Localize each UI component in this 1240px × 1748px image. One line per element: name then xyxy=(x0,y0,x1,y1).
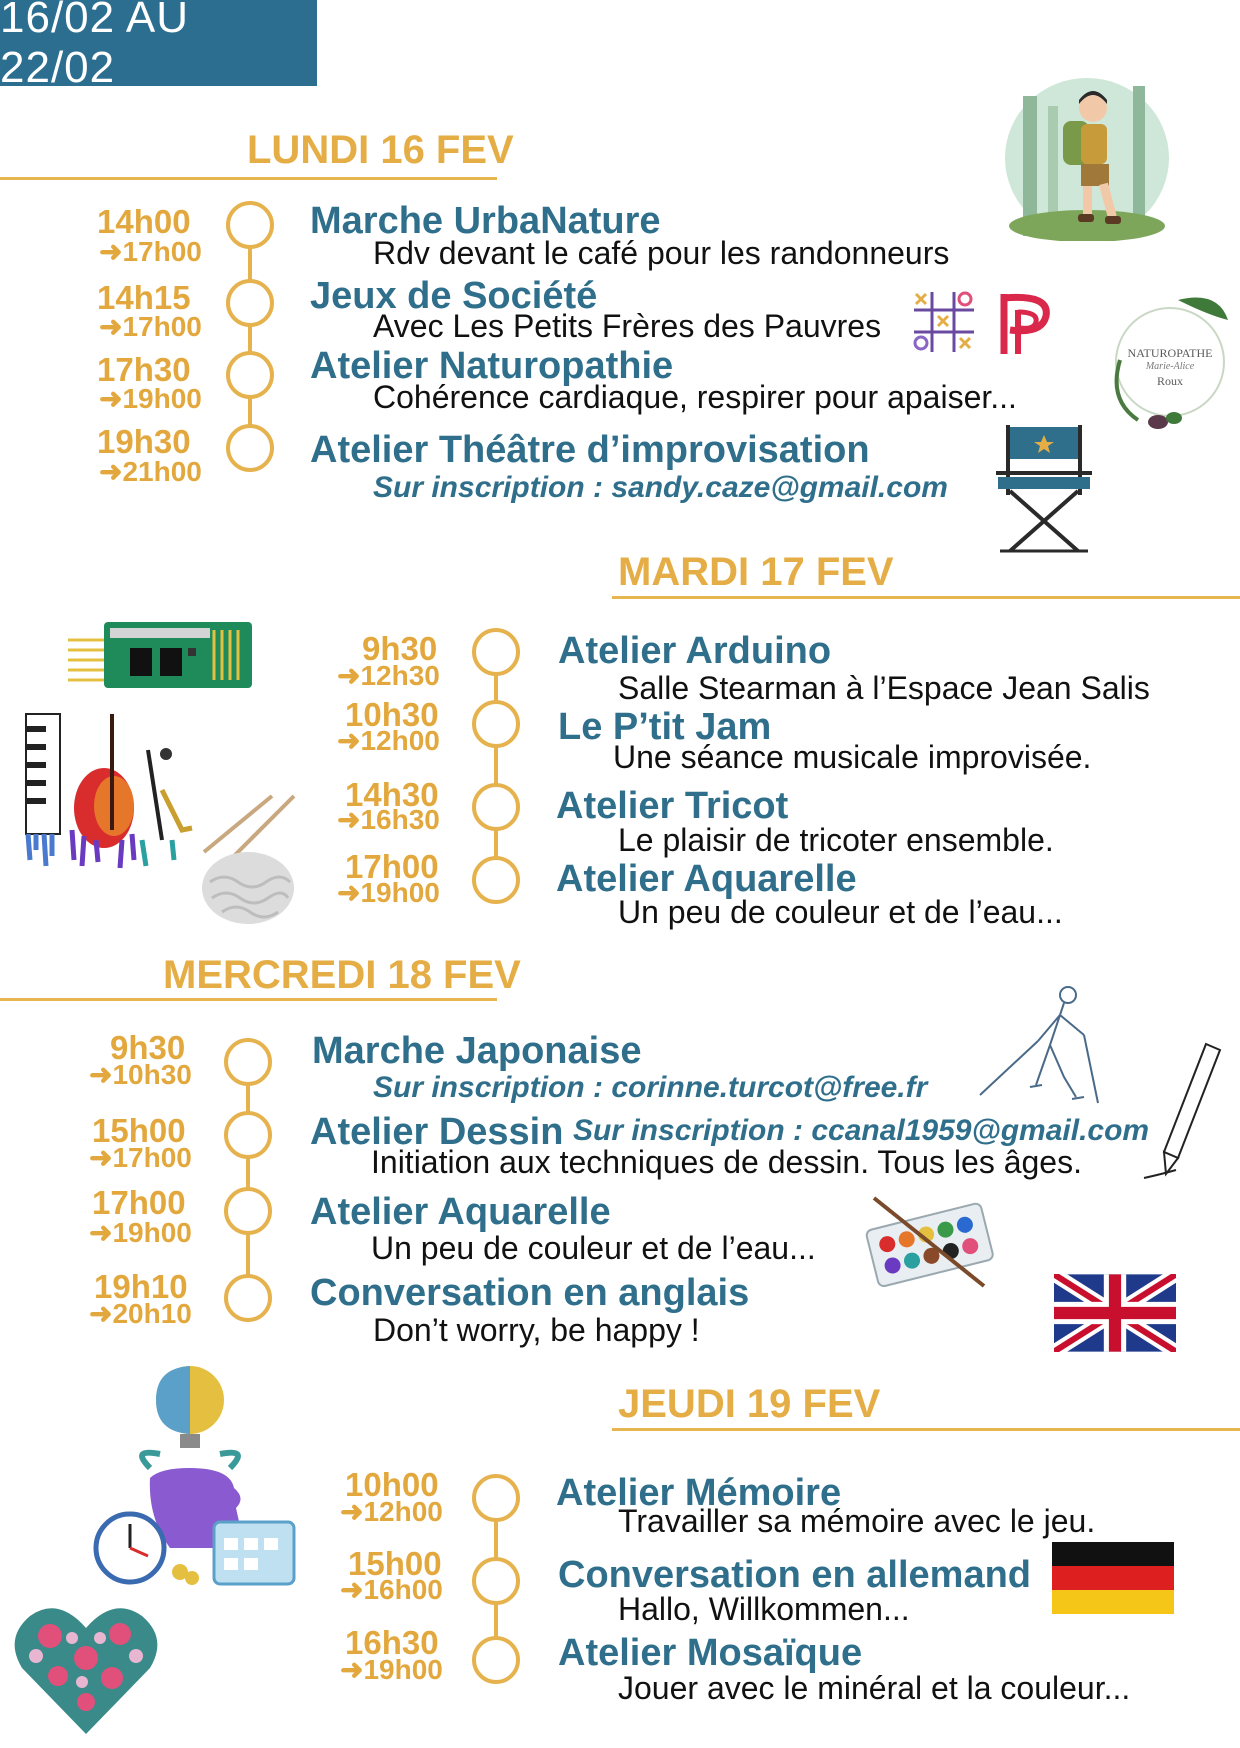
event-desc: Une séance musicale improvisée. xyxy=(613,739,1092,775)
naturopathe-logo xyxy=(1108,290,1232,440)
start-time: 14h00 xyxy=(97,203,191,240)
day-title-mercredi: MERCREDI 18 FEV xyxy=(163,953,521,997)
end-time: ➜10h30 xyxy=(89,1059,192,1090)
event-desc: Travailler sa mémoire avec le jeu. xyxy=(618,1503,1096,1539)
event-desc: Un peu de couleur et de l’eau... xyxy=(371,1230,816,1266)
timeline-dot xyxy=(472,628,520,676)
day-divider xyxy=(612,1428,1240,1431)
timeline-dot xyxy=(472,783,520,831)
end-time: ➜19h00 xyxy=(99,383,202,414)
event-title: Atelier Théâtre d’improvisation xyxy=(310,429,870,471)
event-desc: Don’t worry, be happy ! xyxy=(373,1312,700,1348)
week-label: 16/02 AU 22/02 xyxy=(0,0,190,92)
end-time: ➜17h00 xyxy=(99,311,202,342)
start-time: 16h30 xyxy=(345,1624,439,1661)
event-title: Conversation en anglais xyxy=(310,1272,750,1314)
mosaic-heart-icon xyxy=(12,1598,160,1738)
start-time: 9h30 xyxy=(110,1029,186,1066)
naturopathe-firstname: Marie-Alice xyxy=(1145,361,1195,372)
day-divider xyxy=(0,177,497,180)
petits-freres-logo xyxy=(996,290,1056,358)
start-time: 17h00 xyxy=(92,1184,186,1221)
naturopathe-name: NATUROPATHE xyxy=(1127,346,1213,360)
event-desc: Jouer avec le minéral et la couleur... xyxy=(618,1670,1131,1706)
end-time: ➜19h00 xyxy=(337,877,440,908)
event-title: Marche UrbaNature xyxy=(310,200,661,242)
day-divider xyxy=(0,998,497,1001)
timeline-dot xyxy=(226,351,274,399)
end-time: ➜19h00 xyxy=(340,1654,443,1685)
event-title: Jeux de Société xyxy=(310,275,598,317)
arduino-board-icon xyxy=(68,618,254,694)
germany-flag-icon xyxy=(1052,1542,1174,1614)
end-time: ➜12h00 xyxy=(340,1496,443,1527)
start-time: 9h30 xyxy=(362,630,438,667)
event-inscription: Sur inscription : ccanal1959@gmail.com xyxy=(573,1114,1150,1147)
start-time: 10h00 xyxy=(345,1466,439,1503)
knitting-icon xyxy=(194,792,304,928)
end-time: ➜16h30 xyxy=(337,804,440,835)
end-time: ➜12h30 xyxy=(337,660,440,691)
event-inscription: Sur inscription : corinne.turcot@free.fr xyxy=(373,1071,928,1104)
week-badge xyxy=(0,0,317,92)
start-time: 14h15 xyxy=(97,279,191,316)
timeline-line xyxy=(248,224,252,450)
event-title: Conversation en allemand xyxy=(558,1554,1032,1596)
timeline-dot xyxy=(472,856,520,904)
start-time: 17h00 xyxy=(345,848,439,885)
timeline-dot xyxy=(472,1636,520,1684)
brain-memory-icon xyxy=(70,1358,310,1598)
naturopathe-lastname: Roux xyxy=(1156,374,1183,388)
day-title-mardi: MARDI 17 FEV xyxy=(618,550,894,594)
timeline-dot xyxy=(226,424,274,472)
event-desc: Le plaisir de tricoter ensemble. xyxy=(618,822,1054,858)
start-time: 15h00 xyxy=(348,1545,442,1582)
event-title: Atelier Tricot xyxy=(556,785,789,827)
timeline-dot xyxy=(472,1557,520,1605)
end-time: ➜17h00 xyxy=(99,236,202,267)
timeline-dot xyxy=(226,201,274,249)
day-title-jeudi: JEUDI 19 FEV xyxy=(618,1382,881,1426)
timeline-dot xyxy=(224,1111,272,1159)
event-title: Marche Japonaise xyxy=(312,1030,642,1072)
event-title: Le P’tit Jam xyxy=(558,706,772,748)
uk-flag-icon xyxy=(1054,1274,1176,1352)
event-desc: Cohérence cardiaque, respirer pour apaiser... xyxy=(373,379,1017,415)
event-title: Atelier Aquarelle xyxy=(556,858,857,900)
timeline-line xyxy=(246,1062,250,1297)
end-time: ➜20h10 xyxy=(89,1298,192,1329)
day-divider xyxy=(612,596,1240,599)
start-time: 19h10 xyxy=(94,1268,188,1305)
timeline-dot xyxy=(224,1274,272,1322)
end-time: ➜12h00 xyxy=(337,725,440,756)
start-time: 19h30 xyxy=(97,423,191,460)
tictactoe-icon xyxy=(910,288,978,356)
start-time: 14h30 xyxy=(345,776,439,813)
start-time: 15h00 xyxy=(92,1112,186,1149)
event-title: Atelier Mosaïque xyxy=(558,1632,863,1674)
event-title: Atelier Arduino xyxy=(558,630,832,672)
timeline-dot xyxy=(224,1038,272,1086)
watercolor-palette-icon xyxy=(864,1194,994,1290)
hiker-icon xyxy=(1003,76,1171,241)
event-inscription: Sur inscription : sandy.caze@gmail.com xyxy=(373,471,948,504)
pencil-icon xyxy=(1142,1042,1228,1184)
event-desc: Initiation aux techniques de dessin. Tous les âges. xyxy=(371,1144,1082,1180)
event-desc: Rdv devant le café pour les randonneurs xyxy=(373,235,950,271)
event-desc: Avec Les Petits Frères des Pauvres xyxy=(373,308,882,344)
event-title: Atelier Aquarelle xyxy=(310,1191,611,1233)
timeline-line xyxy=(494,648,498,878)
timeline-dot xyxy=(472,1474,520,1522)
nordic-walker-icon xyxy=(976,985,1106,1107)
event-title: Atelier Mémoire xyxy=(556,1472,842,1514)
day-title-lundi: LUNDI 16 FEV xyxy=(247,128,514,172)
end-time: ➜19h00 xyxy=(89,1217,192,1248)
timeline-dot xyxy=(472,700,520,748)
event-title: Atelier Naturopathie xyxy=(310,345,674,387)
event-desc: Salle Stearman à l’Espace Jean Salis xyxy=(618,670,1150,706)
timeline-dot xyxy=(224,1187,272,1235)
music-instruments-icon xyxy=(22,710,204,870)
director-chair-icon xyxy=(994,425,1094,555)
start-time: 17h30 xyxy=(97,351,191,388)
event-desc: Hallo, Willkommen... xyxy=(618,1591,910,1627)
end-time: ➜21h00 xyxy=(99,456,202,487)
event-desc: Un peu de couleur et de l’eau... xyxy=(618,894,1063,930)
end-time: ➜16h00 xyxy=(340,1574,443,1605)
event-title: Atelier Dessin xyxy=(310,1111,564,1153)
start-time: 10h30 xyxy=(345,696,439,733)
timeline-dot xyxy=(226,279,274,327)
end-time: ➜17h00 xyxy=(89,1142,192,1173)
